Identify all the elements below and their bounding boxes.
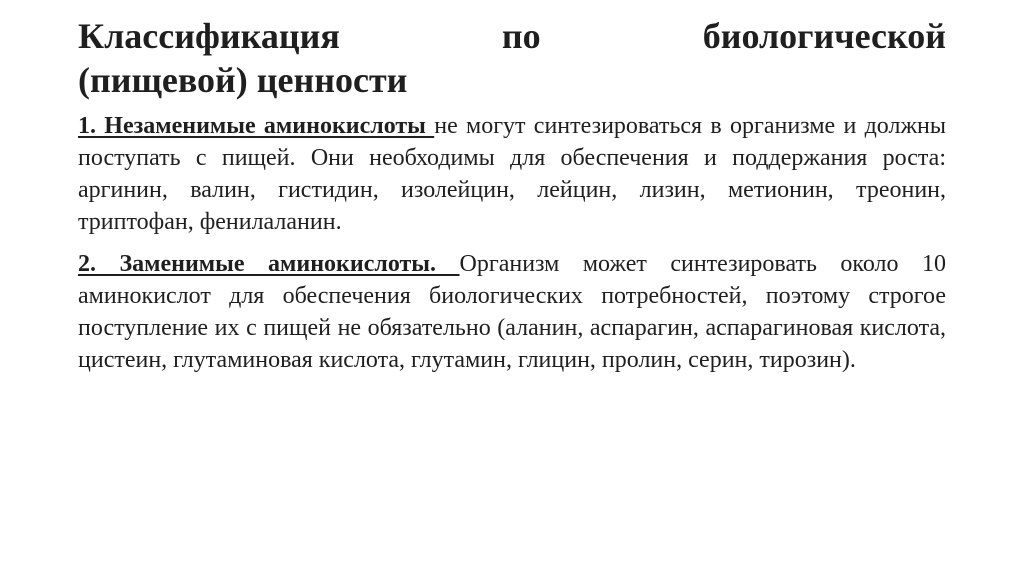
title-line-2: (пищевой) ценности	[78, 60, 408, 100]
title-word-2: по	[501, 16, 541, 56]
term-nonessential-amino-acids: 2. Заменимые аминокислоты.	[78, 251, 460, 277]
title-word-1: Классификация	[78, 16, 340, 56]
title-word-3: биологической	[702, 16, 946, 56]
paragraph-essential-amino-acids	[78, 110, 946, 238]
paragraph-text-nonessential: Организм может синтезировать около 10 аминокислот для обеспечения биологических потребностей, поэтому строгое поступление их с пищей не обязательно (аланин, аспарагин, аспарагиновая кислота, цистеин, глутаминовая кислота, глутамин, глицин, пролин, серин, тирозин).	[78, 251, 946, 373]
title-line-1	[78, 14, 946, 58]
paragraph-text-essential: не могут синтезироваться в организме и должны поступать с пищей. Они необходимы для обеспечения и поддержания роста: аргинин, валин, гистидин, изолейцин, лейцин, лизин, метионин, треонин, триптофан, фенилаланин.	[78, 113, 946, 235]
term-essential-amino-acids: 1. Незаменимые аминокислоты	[78, 113, 435, 139]
slide-body	[78, 110, 946, 386]
paragraph-nonessential-amino-acids	[78, 248, 946, 376]
slide-title	[78, 14, 946, 102]
